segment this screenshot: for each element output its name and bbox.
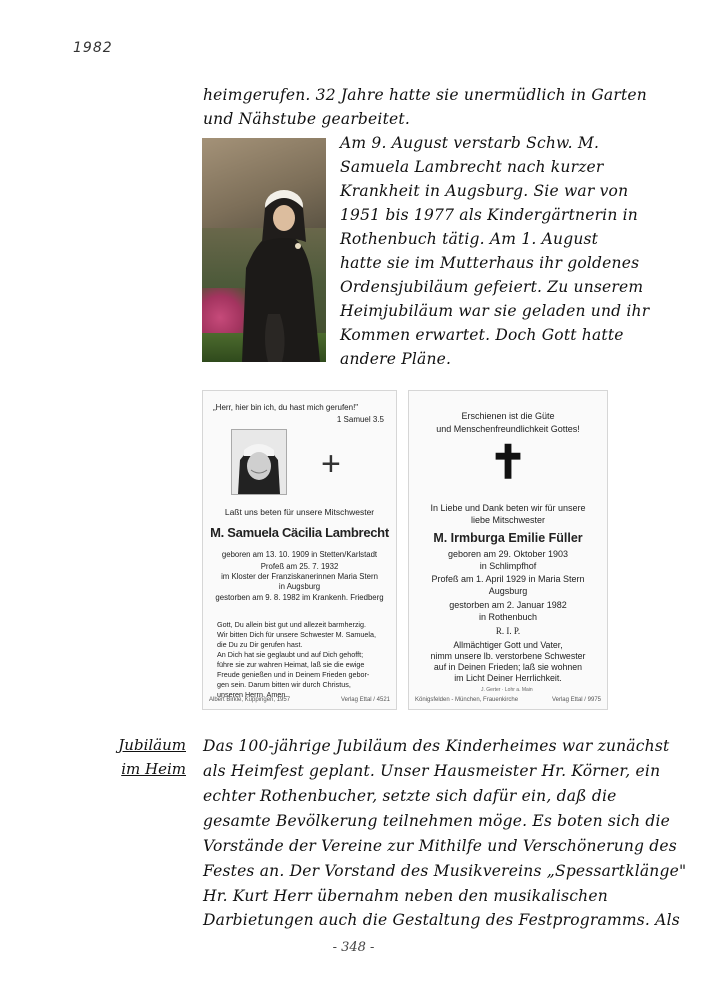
card1-prayer-line: gen sein. Darum bitten wir durch Christus, [217, 680, 351, 689]
body-line: echter Rothenbucher, setzte sich dafür ein, daß die [203, 787, 617, 805]
memorial-card-irmburga [408, 390, 608, 710]
card1-footer-right: Verlag Ettal / 4521 [340, 697, 390, 703]
card1-prayer-intro: Laßt uns beten für unsere Mitschwester [224, 507, 375, 517]
card1-prayer-line: Wir bitten Dich für unsere Schwester M. Samuela, [217, 630, 376, 639]
card2-heading: Erschienen ist die Güte [461, 411, 555, 421]
body-line: Darbietungen auch die Gestaltung des Festprogramms. Als [203, 911, 680, 929]
card2-detail: gestorben am 2. Januar 1982 [449, 600, 567, 610]
caption-line: Krankheit in Augsburg. Sie war von [340, 182, 629, 200]
body-line: Hr. Kurt Herr übernahm neben den musikalischen [203, 887, 608, 905]
caption-line: hatte sie im Mutterhaus ihr goldenes [340, 254, 640, 272]
card1-footer-left: Albert Birkle, Kuppingen, 1957 [209, 697, 291, 703]
card2-prayer-line: nimm unsere lb. verstorbene Schwester [430, 651, 586, 661]
card2-footer-left: Königsfelden - München, Frauenkirche [415, 697, 519, 703]
card1-prayer-line: unseren Herrn. Amen. [217, 690, 288, 699]
body-line: Das 100-jährige Jubiläum des Kinderheimes war zunächst [203, 737, 670, 755]
caption-line: Heimjubiläum war sie geladen und ihr [340, 302, 650, 320]
intro-line: heimgerufen. 32 Jahre hatte sie unermüdlich in Garten [203, 86, 647, 104]
page-year: 1982 [73, 40, 113, 56]
card1-detail: geboren am 13. 10. 1909 in Stetten/Karlstadt [221, 550, 378, 559]
card1-quote: „Herr, hier bin ich, du hast mich gerufen!" [213, 403, 359, 412]
card1-cross-icon: + [321, 445, 341, 483]
card2-cross-icon: ✝ [488, 436, 528, 488]
card1-detail: in Augsburg [278, 582, 321, 591]
caption-line: Kommen erwartet. Doch Gott hatte [340, 326, 624, 344]
card2-detail: geboren am 29. Oktober 1903 [447, 549, 569, 559]
card2-prayer-intro: liebe Mitschwester [470, 515, 546, 525]
card1-quote-ref: 1 Samuel 3.5 [336, 415, 384, 424]
card2-name: M. Irmburga Emilie Füller [433, 531, 583, 545]
body-line: Vorstände der Vereine zur Mithilfe und Verschönerung des [203, 837, 677, 855]
nun-photo [202, 138, 326, 362]
card2-prayer-line: Allmächtiger Gott und Vater, [453, 640, 563, 650]
card1-portrait [231, 429, 287, 495]
section-heading: Jubiläum [118, 736, 186, 754]
caption-line: Ordensjubiläum gefeiert. Zu unserem [340, 278, 644, 296]
card1-name: M. Samuela Cäcilia Lambrecht [210, 525, 389, 540]
card1-prayer-line: die Du zu Dir gerufen hast. [217, 640, 303, 649]
caption-line: Rothenbuch tätig. Am 1. August [340, 230, 599, 248]
card1-detail: Profeß am 25. 7. 1932 [260, 562, 339, 571]
caption-line: andere Pläne. [340, 350, 452, 368]
card2-prayer-line: auf in Deinen Frieden; laß sie wohnen [433, 662, 583, 672]
body-line: Festes an. Der Vorstand des Musikvereins „Spessartklänge" [203, 862, 687, 880]
card2-detail: Augsburg [488, 586, 528, 596]
card1-prayer-line: Freude genießen und in Deinem Frieden gebor- [217, 670, 370, 679]
card1-detail: im Kloster der Franziskanerinnen Maria Stern [221, 572, 378, 581]
body-line: als Heimfest geplant. Unser Hausmeister Hr. Körner, ein [203, 762, 661, 780]
card2-rip: R. I. P. [495, 626, 521, 636]
card2-prayer-line: im Licht Deiner Herrlichkeit. [454, 673, 562, 683]
memorial-card-samuela [202, 390, 397, 710]
card1-detail: gestorben am 9. 8. 1982 im Krankenh. Friedberg [215, 593, 384, 602]
caption-line: Samuela Lambrecht nach kurzer [340, 158, 604, 176]
card2-detail: in Schlimpfhof [479, 561, 537, 571]
card2-detail: in Rothenbuch [478, 612, 538, 622]
caption-line: 1951 bis 1977 als Kindergärtnerin in [340, 206, 638, 224]
card2-footer-right: Verlag Ettal / 9975 [551, 697, 601, 703]
card2-small-print: J. Gerter · Lohr a. Main [481, 687, 533, 693]
card1-prayer-line: führe sie zur wahren Heimat, laß sie die ewige [217, 660, 365, 669]
page-number: - 348 - [332, 940, 375, 955]
section-heading: im Heim [121, 760, 186, 778]
card2-detail: Profeß am 1. April 1929 in Maria Stern [431, 574, 585, 584]
caption-line: Am 9. August verstarb Schw. M. [340, 134, 600, 152]
card1-prayer-line: Gott, Du allein bist gut und allezeit barmherzig. [217, 620, 367, 629]
body-line: gesamte Bevölkerung teilnehmen möge. Es boten sich die [203, 812, 671, 830]
intro-line: und Nähstube gearbeitet. [203, 110, 410, 128]
card1-prayer-line: An Dich hat sie geglaubt und auf Dich gehofft; [217, 650, 364, 659]
card2-heading: und Menschenfreundlichkeit Gottes! [436, 424, 580, 434]
card2-prayer-intro: In Liebe und Dank beten wir für unsere [430, 503, 586, 513]
